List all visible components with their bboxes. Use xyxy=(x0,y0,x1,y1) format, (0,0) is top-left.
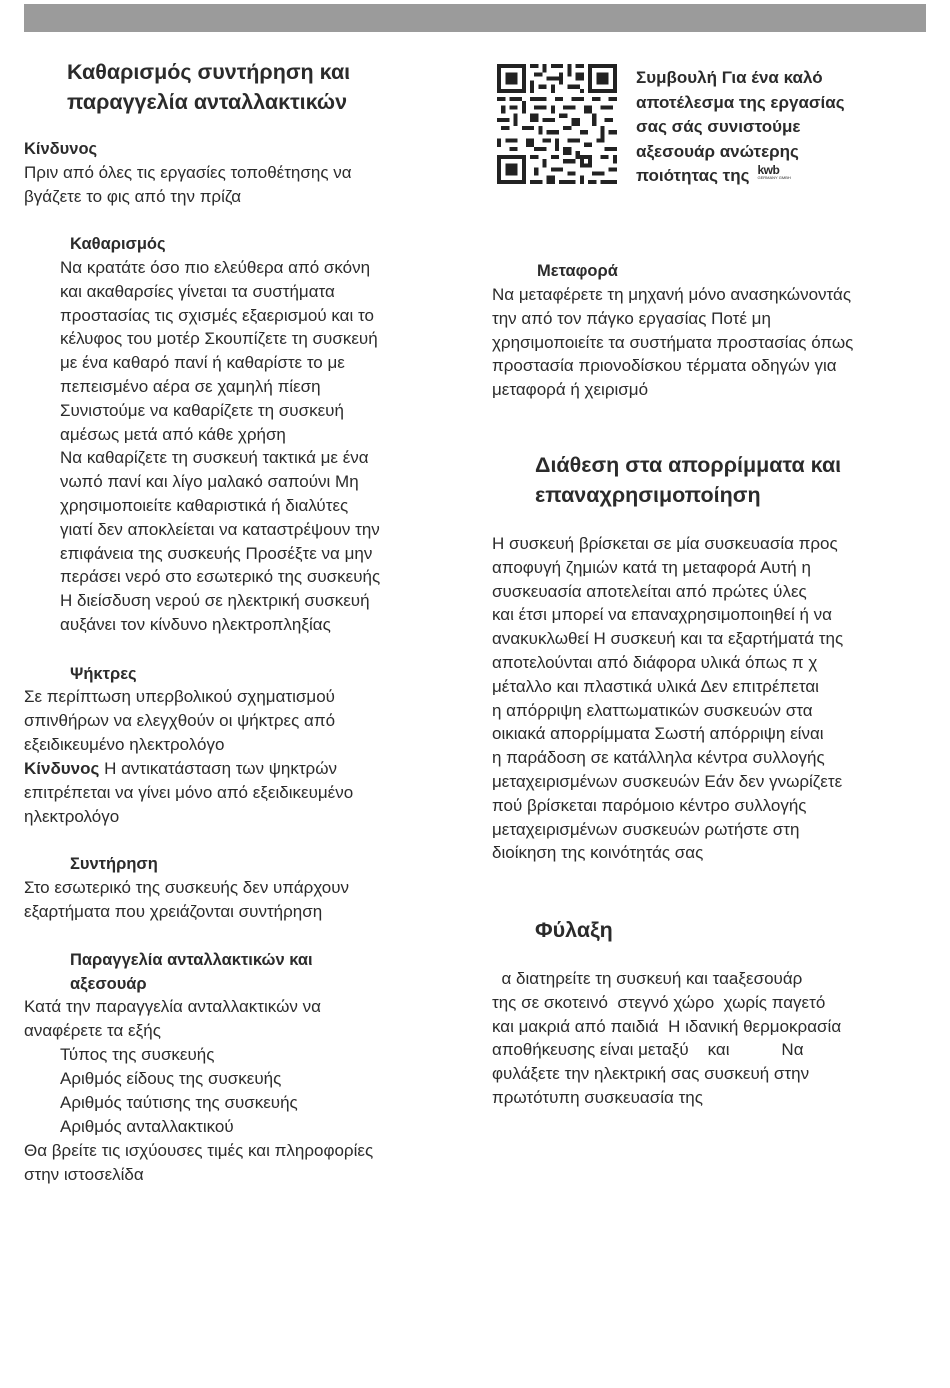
accessory-tip-text: Συμβουλή Για ένα καλό αποτέλεσμα της εργασίας σας σάς συνιστούμε αξεσουάρ ανώτερης ποιότητας της xyxy=(636,68,845,185)
maintenance-heading: Συντήρηση xyxy=(70,855,158,873)
kwb-logo-text: kwb xyxy=(757,163,780,177)
parts-outro: Θα βρείτε τις ισχύουσες τιμές και πληροφορίες στην ιστοσελίδα xyxy=(24,1141,374,1184)
accessory-tip xyxy=(636,66,926,189)
transport-heading: Μεταφορά xyxy=(537,262,618,280)
brushes-danger xyxy=(24,757,353,828)
brushes-danger-text: Η αντικατάσταση των ψηκτρών επιτρέπεται να γίνει μόνο από εξειδικευμένο ηλεκτρολόγο xyxy=(24,759,354,826)
disposal-text: Η συσκευή βρίσκεται σε μία συσκευασία προς αποφυγή ζημιών κατά τη μεταφορά Αυτή η συσκευασία αποτελείται από πρώτες ύλες και έτσι μπορεί να επαναχρησιμοποιηθεί ή να ανακυκλωθεί Η συσκευή και τα εξαρτήματά της αποτελούνται από διάφορα υλικά όπως π χ μέταλλο και πλαστικά υλικά Δεν επιτρέπεται η απόρριψη ελαττωματικών συσκευών στα οικιακά απορρίμματα Σωστή απόρριψη είναι η παράδοση σε κατάλληλα κέντρα συλλογής μεταχειρισμένων συσκευών Εάν δεν γνωρίζετε πού βρίσκεται παρόμοιο κέντρο συλλογής μεταχειρισμένων συσκευών ρωτήστε στη διοίκηση της κοινότητάς σας xyxy=(492,534,844,863)
brushes-heading: Ψήκτρες xyxy=(70,665,137,683)
danger-heading: Κίνδυνος xyxy=(24,140,98,158)
brushes-text: Σε περίπτωση υπερβολικού σχηματισμού σπινθήρων να ελεγχθούν οι ψήκτρες από εξειδικευμένο ηλεκτρολόγο xyxy=(24,687,336,754)
brushes-danger-label: Κίνδυνος xyxy=(24,759,100,778)
disposal-title: Διάθεση στα απορρίμματα και επαναχρησιμοποίηση xyxy=(535,453,842,507)
parts-heading: Παραγγελία ανταλλακτικών και αξεσουάρ xyxy=(70,951,313,993)
parts-list-item: Αριθμός είδους της συσκευής xyxy=(60,1069,282,1088)
parts-list-item: Τύπος της συσκευής xyxy=(60,1045,215,1064)
kwb-logo xyxy=(757,164,790,180)
cleaning-maintenance-title: Καθαρισμός συντήρηση και παραγγελία ανταλλακτικών xyxy=(67,60,351,114)
danger-text: Πριν από όλες τις εργασίες τοποθέτησης να βγάζετε το φις από την πρίζα xyxy=(24,163,352,206)
storage-text: α διατηρείτε τη συσκευή και ταaξεσουάρ της σε σκοτεινό στεγνό χώρο χωρίς παγετό και μακριά από παιδιά Η ιδανική θερμοκρασία αποθήκευσης είναι μεταξύ και Να φυλάξετε την ηλεκτρική σας συσκευή στην πρωτότυπη συσκευασία της xyxy=(492,969,842,1107)
header-bar xyxy=(24,4,926,32)
cleaning-heading: Καθαρισμός xyxy=(70,235,166,253)
storage-title: Φύλαξη xyxy=(535,918,613,942)
parts-list-item: Αριθμός ανταλλακτικού xyxy=(60,1117,234,1136)
maintenance-text: Στο εσωτερικό της συσκευής δεν υπάρχουν εξαρτήματα που χρειάζονται συντήρηση xyxy=(24,878,350,921)
cleaning-text: Να κρατάτε όσο πιο ελεύθερα από σκόνη και ακαθαρσίες γίνεται τα συστήματα προστασίας τις σχισμές εξαερισμού και το κέλυφος του μοτέρ Σκουπίζετε τη συσκευή με ένα καθαρό πανί ή καθαρίστε το με πεπεισμένο αέρα σε χαμηλή πίεση Συνιστούμε να καθαρίζετε τη συσκευή αμέσως μετά από κάθε χρήση Να καθαρίζετε τη συσκευή τακτικά με ένα νωπό πανί και λίγο μαλακό σαπούνι Μη χρησιμοποιείτε καθαριστικά ή διαλύτες γιατί δεν αποκλείεται να καταστρέψουν την επιφάνεια της συσκευής Προσέξτε να μην περάσει νερό στο εσωτερικό της συσκευής Η διείσδυση νερού σε ηλεκτρική συσκευή αυξάνει τον κίνδυνο ηλεκτροπληξίας xyxy=(60,258,381,634)
parts-list-item: Αριθμός ταύτισης της συσκευής xyxy=(60,1093,298,1112)
transport-text: Να μεταφέρετε τη μηχανή μόνο ανασηκώνοντάς την από τον πάγκο εργασίας Ποτέ μη χρησιμοποιείτε τα συστήματα προστασίας όπως προστασία πριονοδίσκου τέρματα οδηγών για μεταφορά ή χειρισμό xyxy=(492,285,854,400)
qr-code xyxy=(497,64,617,184)
kwb-logo-subtext: GERMANY GMBH xyxy=(757,175,791,180)
parts-intro: Κατά την παραγγελία ανταλλακτικών να αναφέρετε τα εξής xyxy=(24,997,321,1040)
